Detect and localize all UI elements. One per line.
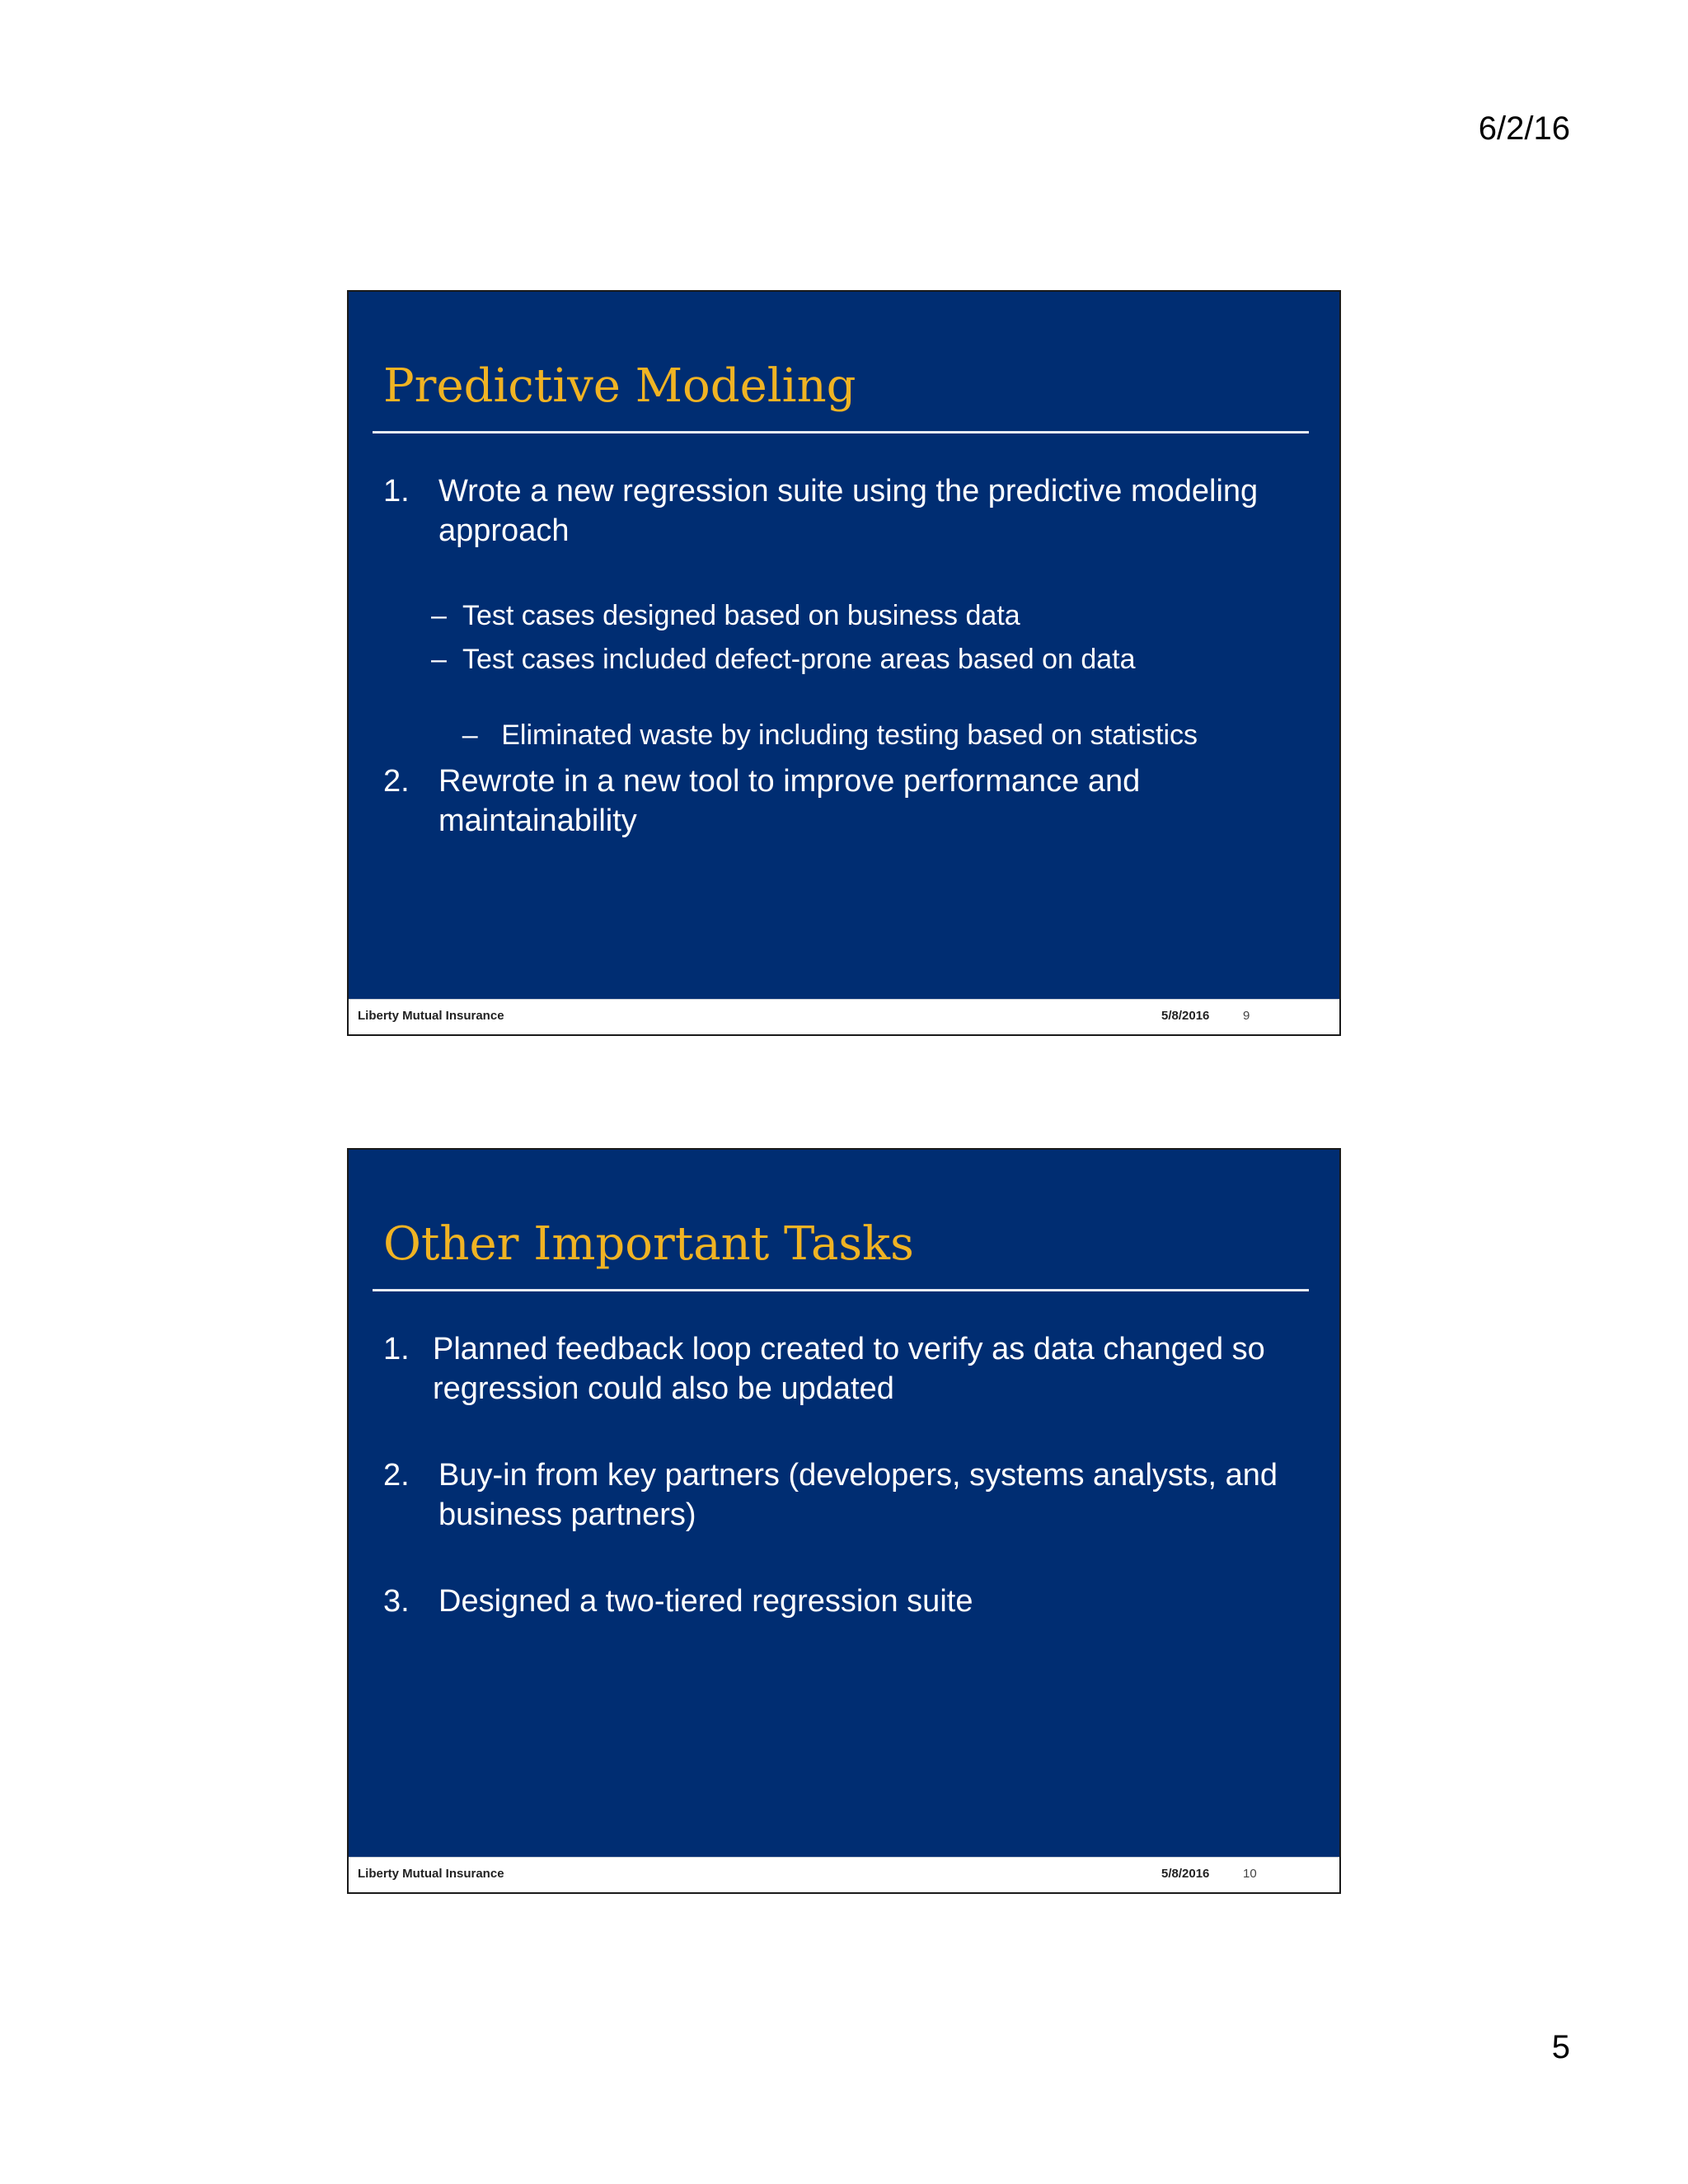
sub-list-item-text: Test cases included defect-prone areas based on data xyxy=(462,644,1136,675)
list-item xyxy=(383,762,1207,841)
dash-bullet: – xyxy=(431,644,447,675)
title-divider xyxy=(373,431,1309,434)
list-item xyxy=(383,471,1315,551)
list-item-text: Buy-in from key partners (developers, systems analysts, and business partners) xyxy=(438,1458,1278,1532)
list-item-text: Designed a two-tiered regression suite xyxy=(438,1584,973,1619)
slide-other-important-tasks xyxy=(347,1148,1341,1894)
slide-footer xyxy=(349,1857,1339,1892)
footer-date: 5/8/2016 xyxy=(1161,1867,1210,1881)
title-divider xyxy=(373,1289,1309,1291)
list-item xyxy=(383,1455,1290,1535)
footer-date: 5/8/2016 xyxy=(1161,1009,1210,1023)
page-date: 6/2/16 xyxy=(1478,110,1570,147)
slide-title: Other Important Tasks xyxy=(383,1217,914,1271)
sub-list-item-text: Test cases designed based on business data xyxy=(462,600,1020,631)
page-number: 5 xyxy=(1551,2029,1570,2065)
list-item xyxy=(383,1329,1290,1408)
footer-slide-number: 9 xyxy=(1243,1009,1250,1023)
footer-slide-number: 10 xyxy=(1243,1867,1257,1881)
sub-list-item xyxy=(431,643,1136,676)
footer-company-name: Liberty Mutual Insurance xyxy=(358,1867,504,1881)
list-item-text: Wrote a new regression suite using the predictive modeling approach xyxy=(438,474,1259,548)
sub-list-item xyxy=(431,599,1020,632)
list-item-text: Planned feedback loop created to verify as data changed so regression could also be updated xyxy=(433,1332,1265,1406)
list-item xyxy=(383,1582,1290,1621)
slide-predictive-modeling xyxy=(347,290,1341,1036)
sub-list-item-text: Eliminated waste by including testing based on statistics xyxy=(493,719,1198,751)
list-item-number: 2. xyxy=(383,764,410,799)
dash-bullet: – xyxy=(462,719,478,751)
list-item-number: 1. xyxy=(383,474,410,509)
slide-footer xyxy=(349,999,1339,1034)
footer-company-name: Liberty Mutual Insurance xyxy=(358,1009,504,1023)
list-item-number: 1. xyxy=(383,1332,410,1366)
dash-bullet: – xyxy=(431,600,447,631)
slide-title: Predictive Modeling xyxy=(383,359,856,413)
list-item-number: 3. xyxy=(383,1584,410,1619)
list-item-number: 2. xyxy=(383,1458,410,1493)
list-item-text: Rewrote in a new tool to improve performance and maintainability xyxy=(438,764,1141,838)
